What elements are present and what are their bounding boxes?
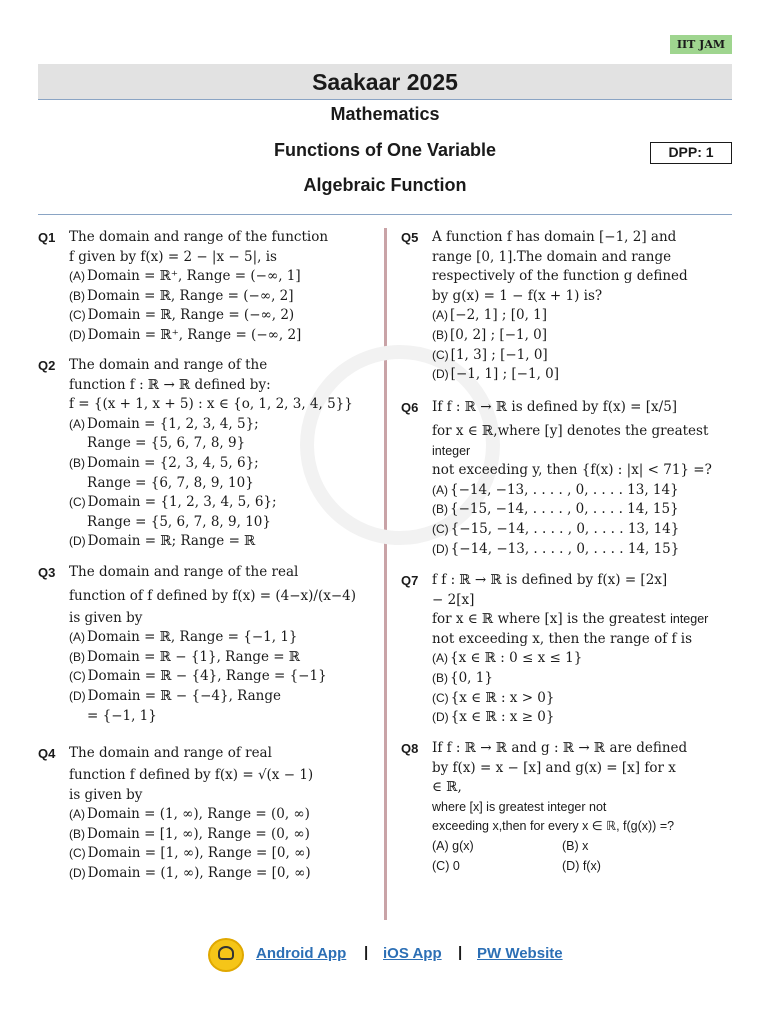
column-divider xyxy=(384,228,387,920)
option-d: (D) Domain = (1, ∞), Range = [0, ∞) xyxy=(69,864,311,881)
option-d-range: = {−1, 1} xyxy=(87,707,157,724)
question-text: If f : ℝ → ℝ is defined by f(x) = [x/5] xyxy=(432,399,678,415)
question-number: Q2 xyxy=(38,358,56,373)
question-number: Q5 xyxy=(401,230,419,245)
question-text: If f : ℝ → ℝ and g : ℝ → ℝ are defined xyxy=(432,740,688,756)
option-a: (A) [−2, 1] ; [0, 1] xyxy=(432,307,548,324)
option-b-range: Range = {6, 7, 8, 9, 10} xyxy=(87,474,254,491)
option-c: (C) {x ∈ ℝ : x > 0} xyxy=(432,689,555,706)
option-b: (B) [0, 2] ; [−1, 0] xyxy=(432,326,548,343)
question-text: not exceeding x, then the range of f is xyxy=(432,630,693,647)
question-text: is given by xyxy=(69,786,143,803)
question-text: exceeding x,then for every x ∈ ℝ, f(g(x)) =? xyxy=(432,819,675,834)
option-d: (D) {−14, −13, . . . . , 0, . . . . 14, 15} xyxy=(432,540,680,557)
option-a: (A) g(x) xyxy=(432,838,474,853)
question-text: function f defined by f(x) = √(x − 1) xyxy=(69,766,314,783)
option-a: (A) Domain = {1, 2, 3, 4, 5}; xyxy=(69,415,259,432)
option-b: (B) {−15, −14, . . . . , 0, . . . . 14, 15} xyxy=(432,501,679,518)
question-number: Q3 xyxy=(38,565,56,580)
option-d: (D) Domain = ℝ⁺, Range = (−∞, 2] xyxy=(69,326,302,343)
option-b: (B) Domain = {2, 3, 4, 5, 6}; xyxy=(69,454,259,471)
option-c-range: Range = {5, 6, 7, 8, 9, 10} xyxy=(87,513,271,530)
topic-heading: Algebraic Function xyxy=(303,175,467,195)
option-row-2 xyxy=(432,857,692,877)
question-number: Q4 xyxy=(38,746,56,761)
question-text: integer xyxy=(432,443,471,458)
option-c: (C) Domain = ℝ − {4}, Range = {−1} xyxy=(69,668,327,685)
question-text: range [0, 1].The domain and range xyxy=(432,248,672,265)
question-text: The domain and range of real xyxy=(69,745,272,761)
option-d: (D) Domain = ℝ − {−4}, Range xyxy=(69,687,282,704)
question-text: The domain and range of the function xyxy=(69,229,329,245)
question-number: Q1 xyxy=(38,230,56,245)
option-b: (B) Domain = [1, ∞), Range = (0, ∞) xyxy=(69,825,310,842)
question-text: The domain and range of the real xyxy=(69,564,299,580)
option-c: (C) Domain = {1, 2, 3, 4, 5, 6}; xyxy=(69,494,277,511)
ios-app-link[interactable]: iOS App xyxy=(383,945,442,962)
question-text: f given by f(x) = 2 − |x − 5|, is xyxy=(69,248,277,265)
option-b: (B) {0, 1} xyxy=(432,669,493,686)
question-text: respectively of the function g defined xyxy=(432,268,688,285)
question-number: Q8 xyxy=(401,741,419,756)
option-c: (C) {−15, −14, . . . . , 0, . . . . 13, 14} xyxy=(432,520,680,537)
subject-heading: Mathematics xyxy=(330,104,440,124)
question-text: not exceeding y, then {f(x) : |x| < 71} =? xyxy=(432,462,712,479)
option-a: (A) Domain = ℝ⁺, Range = (−∞, 1] xyxy=(69,268,301,285)
option-c: (C) 0 xyxy=(432,858,460,873)
question-text: function of f defined by f(x) = (4−x)/(x−4) xyxy=(69,587,357,604)
exam-tag: IIT JAM xyxy=(670,35,732,54)
question-text: f = {(x + 1, x + 5) : x ∈ {o, 1, 2, 3, 4, 5}} xyxy=(69,396,353,413)
question-text: ∈ ℝ, xyxy=(432,779,462,796)
footer xyxy=(0,938,768,972)
option-b: (B) Domain = ℝ − {1}, Range = ℝ xyxy=(69,648,301,665)
question-text: by g(x) = 1 − f(x + 1) is? xyxy=(432,287,603,304)
option-b: (B) x xyxy=(562,838,589,853)
chapter-heading: Functions of One Variable xyxy=(273,140,497,160)
question-number: Q7 xyxy=(401,573,419,588)
option-c: (C) [1, 3] ; [−1, 0] xyxy=(432,346,548,363)
customer-service-icon[interactable] xyxy=(208,938,244,972)
option-c: (C) Domain = ℝ, Range = (−∞, 2) xyxy=(69,307,295,324)
option-c: (C) Domain = [1, ∞), Range = [0, ∞) xyxy=(69,845,311,862)
page-title: Saakaar 2025 xyxy=(38,64,732,100)
separator: | xyxy=(364,944,369,961)
option-a: (A) {−14, −13, . . . . , 0, . . . . 13, 14} xyxy=(432,481,679,498)
question-text: is given by xyxy=(69,609,143,626)
dpp-badge: DPP: 1 xyxy=(650,142,732,164)
question-text: − 2[x] xyxy=(432,591,475,608)
header-divider xyxy=(38,214,732,215)
question-text: by f(x) = x − [x] and g(x) = [x] for x xyxy=(432,759,676,776)
question-text: f f : ℝ → ℝ is defined by f(x) = [2x] xyxy=(432,572,668,588)
separator: | xyxy=(458,944,463,961)
option-d: (D) Domain = ℝ; Range = ℝ xyxy=(69,533,256,550)
question-text: for x ∈ ℝ,where [y] denotes the greatest xyxy=(432,423,709,439)
question-text: for x ∈ ℝ where [x] is the greatest integer xyxy=(432,611,709,628)
option-d: (D) f(x) xyxy=(562,858,601,873)
question-number: Q6 xyxy=(401,400,419,415)
question-text: function f : ℝ → ℝ defined by: xyxy=(69,376,271,393)
question-text: A function f has domain [−1, 2] and xyxy=(432,229,677,245)
question-text: The domain and range of the xyxy=(69,357,268,373)
option-a-range: Range = {5, 6, 7, 8, 9} xyxy=(87,435,246,452)
android-app-link[interactable]: Android App xyxy=(256,945,347,962)
question-text: where [x] is greatest integer not xyxy=(432,799,607,814)
option-b: (B) Domain = ℝ, Range = (−∞, 2] xyxy=(69,287,294,304)
option-d: (D) {x ∈ ℝ : x ≥ 0} xyxy=(432,709,555,726)
option-row-1 xyxy=(432,837,692,857)
option-d: (D) [−1, 1] ; [−1, 0] xyxy=(432,366,560,383)
pw-website-link[interactable]: PW Website xyxy=(477,945,563,962)
option-a: (A) {x ∈ ℝ : 0 ≤ x ≤ 1} xyxy=(432,650,583,667)
option-a: (A) Domain = ℝ, Range = {−1, 1} xyxy=(69,629,298,646)
option-a: (A) Domain = (1, ∞), Range = (0, ∞) xyxy=(69,806,310,823)
